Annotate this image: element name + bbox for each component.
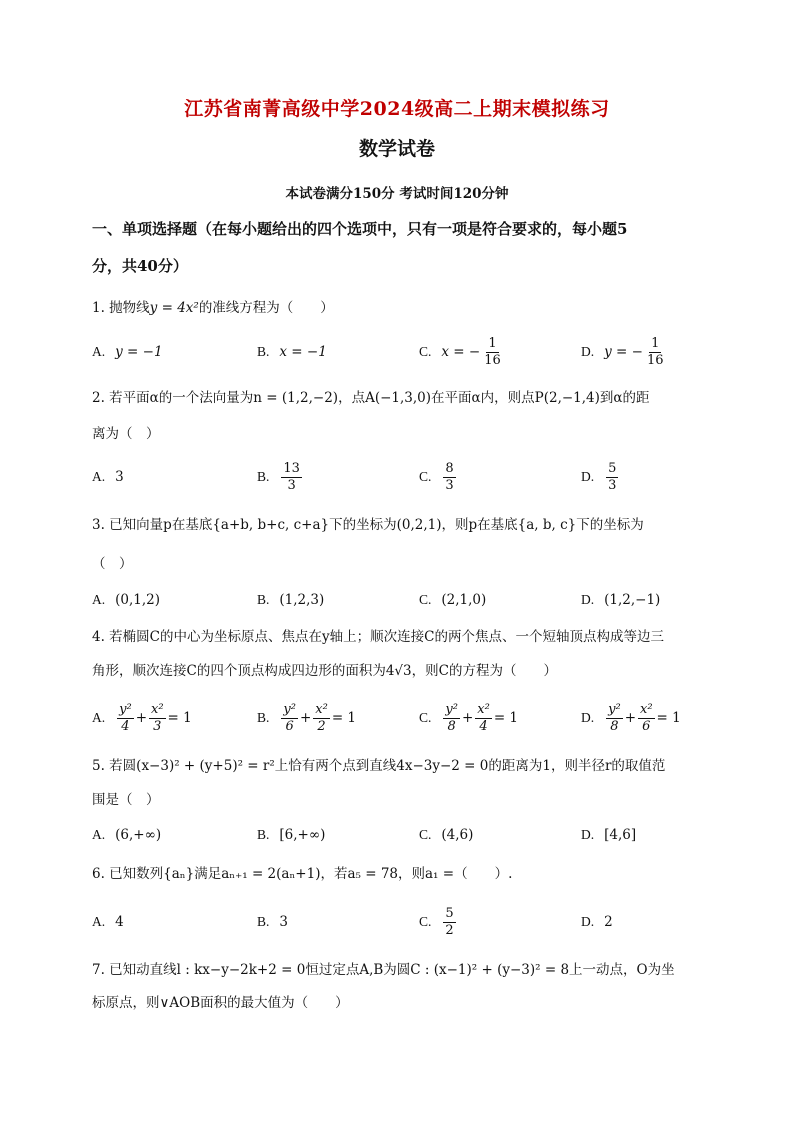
fraction-denominator: 6 [642,718,651,734]
q3-option-c[interactable] [419,580,486,620]
option-label: C. [419,344,432,359]
option-fraction [281,461,302,494]
q1-expr: y = 4x² [149,300,199,316]
question-3-line1: 3. 已知向量p在基底{a+b, b+c, c+a}下的坐标为(0,2,1)，则p在基底{a, b, c}下的坐标为 [92,517,644,533]
fraction-denominator: 3 [153,718,162,734]
q4-options [92,698,712,738]
option-text: (4,6) [441,827,474,843]
option-fraction [313,702,330,735]
q3-options [92,580,712,620]
option-label: A. [92,592,106,607]
option-label: D. [581,469,595,484]
option-label: B. [257,344,270,359]
option-label: A. [92,827,106,842]
question-4-line2: 角形，顺次连接C的四个顶点构成四边形的面积为4√3，则C的方程为（ ） [92,663,557,679]
option-fraction [482,336,503,369]
option-fraction [149,702,166,735]
option-fraction [475,702,492,735]
option-text: 4 [115,914,124,930]
question-2-line1: 2. 若平面α的一个法向量为n = (1,2,−2)，点A(−1,3,0)在平面α内，则点P(2,−1,4)到α的距 [92,390,650,406]
option-text: x = −1 [279,344,327,360]
option-fraction [606,461,618,494]
option-fraction [606,702,623,735]
q1-option-a[interactable] [92,332,163,372]
fraction-numerator: y² [608,701,621,717]
option-text: 3 [115,469,124,485]
fraction-denominator: 4 [121,718,130,734]
q1-options [92,332,712,372]
option-label: D. [581,592,595,607]
question-5-line2: 围是（ ） [92,792,160,808]
fraction-numerator: 13 [283,460,300,476]
fraction-denominator: 6 [285,718,294,734]
option-label: B. [257,827,270,842]
q1-suffix: 的准线方程为（ ） [198,300,334,316]
q5-options [92,815,712,855]
option-label: D. [581,344,595,359]
q6-options [92,902,712,942]
q4-option-d[interactable]: D. $\frac{\text{y²}}{8}$ + $\frac{\text{x²}}{6}$ = 1 [581,701,681,734]
option-text: x = − [441,344,481,360]
option-label: D. [581,914,595,929]
q1-option-b[interactable] [257,332,327,372]
q6-option-c[interactable] [419,902,458,942]
q1-prefix: 1. 抛物线 [92,300,150,316]
q6-option-b[interactable] [257,902,288,942]
question-7-line2: 标原点，则∨AOB面积的最大值为（ ） [92,995,349,1011]
fraction-denominator: 8 [447,718,456,734]
q6-option-d[interactable] [581,902,613,942]
q4-option-a[interactable]: A. $\frac{\text{y²}}{4}$ + $\frac{\text{x²}}{3}$ = 1 [92,701,192,734]
option-label: A. [92,914,106,929]
fraction-denominator: 3 [608,477,617,493]
option-label: A. [92,344,106,359]
question-6-line1: 6. 已知数列{aₙ}满足aₙ₊₁ = 2(aₙ+1)，若a₅ = 78，则a₁ =（ ）. [92,866,513,882]
q2-option-d[interactable] [581,457,620,497]
q2-option-a[interactable] [92,457,124,497]
option-text: [4,6] [604,827,637,843]
question-3-line2: （ ） [92,556,133,572]
option-label: B. [257,469,270,484]
option-label: C. [419,827,432,842]
question-1 [92,298,712,318]
fraction-numerator: 1 [488,335,497,351]
option-text: y = −1 [115,344,163,360]
option-label: D. [581,710,595,725]
question-5-line1: 5. 若圆(x−3)² + (y+5)² = r²上恰有两个点到直线4x−3y−2 = 0的距离为1，则半径r的取值范 [92,758,666,774]
option-label: D. [581,827,595,842]
q3-option-a[interactable] [92,580,160,620]
option-fraction [443,906,455,939]
fraction-denominator: 4 [479,718,488,734]
paper-title: 数学试卷 [358,138,435,160]
fraction-numerator: x² [315,701,328,717]
fraction-denominator: 2 [445,922,454,938]
q3-option-b[interactable] [257,580,324,620]
option-label: A. [92,469,106,484]
option-label: C. [419,469,432,484]
fraction-denominator: 16 [484,352,501,368]
fraction-denominator: 3 [445,477,454,493]
option-text: y = − [604,344,643,360]
fraction-denominator: 16 [646,352,664,368]
q2-options [92,457,712,497]
q5-option-c[interactable] [419,815,473,855]
q4-option-b[interactable]: B. $\frac{\text{y²}}{6}$ + $\frac{\text{x²}}{2}$ = 1 [257,701,357,734]
fraction-numerator: y² [283,701,296,717]
fraction-denominator: 8 [610,718,619,734]
q5-option-d[interactable] [581,815,636,855]
option-text: [6,+∞) [279,827,326,843]
paper-subtitle: 本试卷满分150分 考试时间120分钟 [285,186,509,202]
question-7-line1: 7. 已知动直线l : kx−y−2k+2 = 0恒过定点A,B为圆C : (x−1)² + (y−3)² = 8上一动点，O为坐 [92,962,675,978]
option-label: A. [92,710,106,725]
q3-option-d[interactable] [581,580,660,620]
q4-option-c[interactable]: C. $\frac{\text{y²}}{8}$ + $\frac{\text{x²}}{4}$ = 1 [419,701,519,734]
option-text: 3 [279,914,288,930]
option-fraction [443,702,460,735]
option-label: B. [257,710,270,725]
fraction-denominator: 3 [287,477,296,493]
q6-option-a[interactable] [92,902,124,942]
option-fraction [443,461,455,494]
option-fraction [281,702,298,735]
q1-option-c[interactable] [419,332,505,372]
q2-option-c[interactable] [419,457,458,497]
option-label: C. [419,592,432,607]
option-text: (1,2,−1) [604,592,661,608]
option-text: (6,+∞) [115,827,162,843]
section-heading-line1: 一、单项选择题（在每小题给出的四个选项中，只有一项是符合要求的，每小题5 [92,220,628,238]
option-fraction [117,702,134,735]
fraction-numerator: 5 [608,460,617,476]
fraction-numerator: 1 [651,335,660,351]
section-heading-line2: 分，共40分） [92,257,188,275]
fraction-numerator: x² [640,701,653,717]
option-text: (2,1,0) [441,592,487,608]
option-label: B. [257,914,270,929]
option-label: B. [257,592,270,607]
fraction-numerator: x² [151,701,164,717]
fraction-numerator: 5 [445,905,454,921]
option-label: C. [419,914,432,929]
option-text: (0,1,2) [115,592,161,608]
question-4-line1: 4. 若椭圆C的中心为坐标原点、焦点在y轴上；顺次连接C的两个焦点、一个短轴顶点构成等边三 [92,629,664,645]
fraction-numerator: y² [445,701,458,717]
school-title: 江苏省南菁高级中学2024级高二上期末模拟练习 [184,98,610,120]
q2-option-b[interactable] [257,457,304,497]
q1-option-d[interactable] [581,332,668,372]
q5-option-a[interactable] [92,815,161,855]
q5-option-b[interactable] [257,815,325,855]
option-fraction [638,702,655,735]
option-fraction [645,336,666,369]
fraction-denominator: 2 [317,718,326,734]
option-text: 2 [604,914,613,930]
question-2-line2: 离为（ ） [92,426,160,442]
option-label: C. [419,710,432,725]
fraction-numerator: y² [119,701,132,717]
fraction-numerator: 8 [445,460,454,476]
option-text: (1,2,3) [279,592,325,608]
fraction-numerator: x² [477,701,490,717]
